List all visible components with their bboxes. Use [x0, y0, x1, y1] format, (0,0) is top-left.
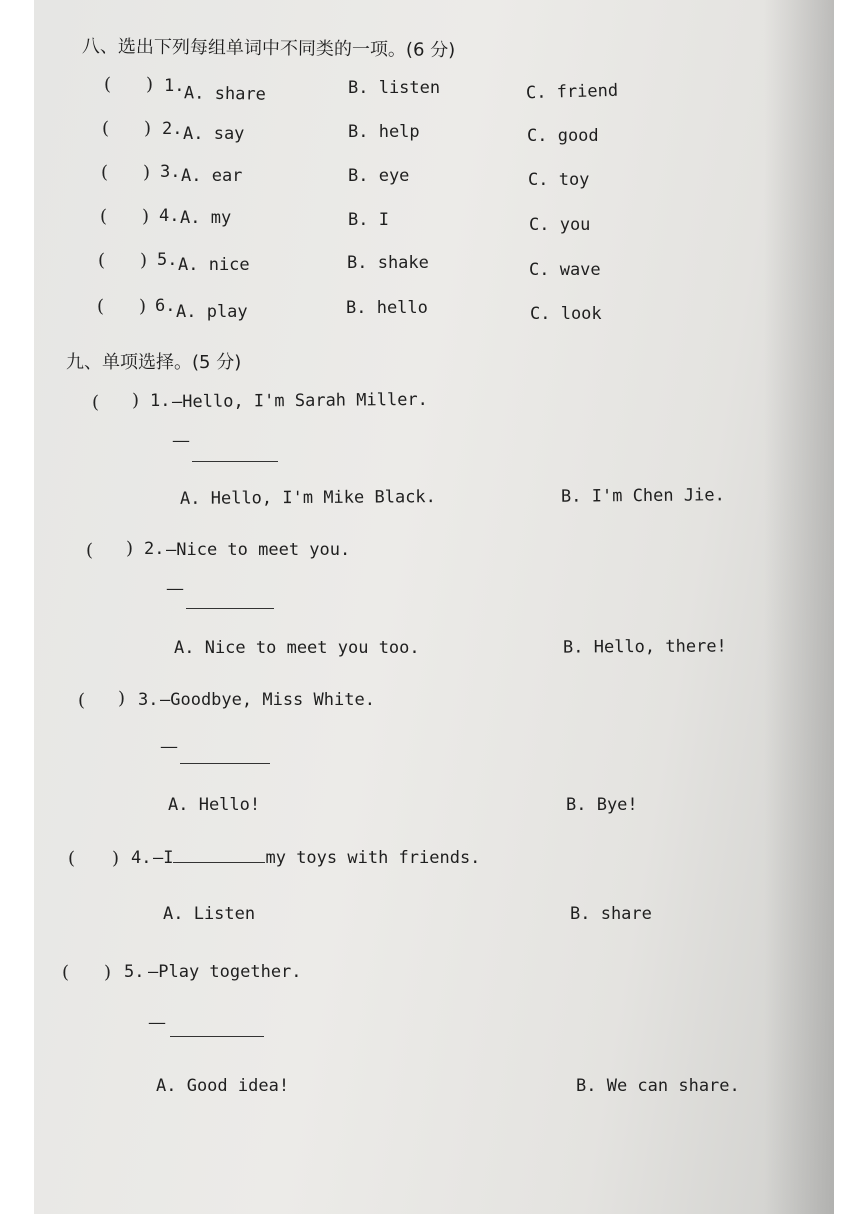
answer-blank [170, 1036, 264, 1037]
option-a: A. Good idea! [156, 1076, 290, 1096]
option-a: A. nice [178, 255, 250, 275]
answer-dash: — [172, 430, 190, 451]
answer-paren-right: ) [146, 74, 154, 95]
answer-blank [180, 763, 270, 764]
question-text: —Play together. [148, 962, 302, 982]
answer-paren-right: ) [142, 206, 150, 227]
option-b: B. listen [348, 78, 441, 98]
item-number: 1. [150, 391, 171, 411]
answer-dash: — [166, 578, 184, 599]
option-a: A. play [176, 302, 248, 322]
option-a: A. Hello, I'm Mike Black. [179, 487, 436, 509]
option-a: A. Listen [163, 904, 256, 924]
item-number: 1. [164, 76, 185, 96]
answer-paren-right: ) [143, 162, 151, 183]
option-c: C. wave [529, 260, 601, 280]
item-number: 3. [160, 162, 181, 182]
answer-paren-left: ( [100, 206, 108, 227]
option-c: C. toy [528, 170, 590, 190]
question-text: —Goodbye, Miss White. [160, 690, 375, 710]
answer-blank [186, 608, 274, 609]
item-number: 5. [124, 962, 145, 982]
page-shadow [764, 0, 834, 1214]
answer-paren-left: ( [104, 74, 112, 95]
option-c: C. good [527, 126, 599, 146]
option-a: A. Nice to meet you too. [174, 638, 420, 658]
option-b: B. I'm Chen Jie. [560, 485, 725, 507]
option-b: B. Bye! [566, 795, 638, 815]
answer-paren-left: ( [68, 848, 76, 869]
answer-blank [192, 461, 278, 462]
answer-paren-right: ) [139, 296, 147, 317]
question-before-blank: —I [153, 848, 174, 868]
answer-paren-left: ( [86, 540, 94, 561]
item-number: 2. [162, 119, 183, 139]
question-text: —Hello, I'm Sarah Miller. [171, 389, 428, 413]
option-b: B. I [348, 210, 389, 230]
answer-paren-left: ( [97, 296, 105, 317]
answer-dash: — [148, 1012, 166, 1033]
item-number: 3. [138, 690, 159, 710]
answer-paren-right: ) [126, 538, 134, 559]
answer-paren-right: ) [112, 848, 120, 869]
option-b: B. help [348, 122, 420, 142]
answer-paren-left: ( [101, 162, 109, 183]
item-number: 2. [144, 539, 165, 559]
option-c: C. friend [525, 80, 619, 104]
option-a: A. Hello! [168, 795, 261, 815]
option-b: B. We can share. [576, 1076, 740, 1096]
question-after-blank: my toys with friends. [265, 848, 481, 868]
option-b: B. Hello, there! [562, 636, 727, 658]
answer-paren-left: ( [62, 962, 70, 983]
item-number: 4. [159, 206, 180, 226]
item-number: 5. [157, 250, 178, 270]
answer-paren-right: ) [140, 250, 148, 271]
answer-paren-right: ) [118, 688, 126, 709]
item-number: 6. [155, 296, 176, 316]
answer-paren-right: ) [144, 118, 152, 139]
answer-paren-left: ( [102, 118, 110, 139]
answer-paren-left: ( [98, 250, 106, 271]
answer-dash: — [160, 736, 178, 757]
option-a: A. share [183, 83, 267, 105]
option-a: A. ear [181, 166, 243, 186]
option-a: A. my [180, 208, 232, 228]
question-text [153, 848, 480, 868]
answer-paren-left: ( [78, 690, 86, 711]
question-text: —Nice to meet you. [166, 540, 351, 560]
option-c: C. you [529, 215, 591, 235]
option-c: C. look [530, 304, 602, 324]
answer-paren-left: ( [92, 392, 100, 413]
fill-in-blank [173, 848, 265, 863]
item-number: 4. [131, 848, 152, 868]
option-a: A. say [183, 124, 245, 144]
answer-paren-right: ) [132, 390, 140, 411]
option-b: B. hello [346, 298, 428, 318]
section8-heading: 八、选出下列每组单词中不同类的一项。(6 分) [81, 36, 456, 61]
option-b: B. shake [347, 253, 429, 273]
section9-heading: 九、单项选择。(5 分) [66, 352, 242, 373]
option-b: B. eye [348, 166, 410, 186]
answer-paren-right: ) [104, 962, 112, 983]
option-b: B. share [570, 904, 652, 924]
